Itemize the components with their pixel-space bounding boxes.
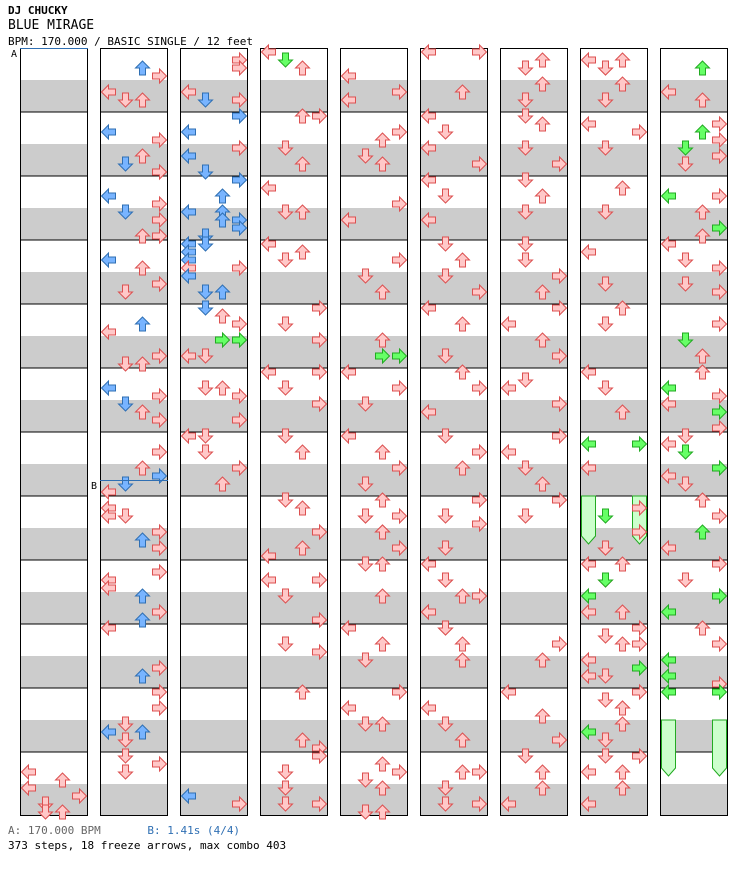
stripe-band: [20, 592, 88, 624]
stripe-band: [580, 144, 648, 176]
stripe-band: [100, 656, 168, 688]
stop-legend: B: 1.41s (4/4): [147, 824, 241, 837]
stripe-band: [180, 592, 248, 624]
stripe-band: [20, 336, 88, 368]
stripe-band: [180, 400, 248, 432]
stripe-band: [340, 336, 408, 368]
stripe-band: [420, 272, 488, 304]
marker-label: A: [11, 49, 18, 60]
stripe-band: [580, 80, 648, 112]
stripe-band: [500, 784, 568, 816]
stripe-band: [660, 784, 728, 816]
stripe-band: [340, 592, 408, 624]
stripe-band: [340, 80, 408, 112]
stripe-band: [580, 272, 648, 304]
stripe-band: [340, 784, 408, 816]
stripe-band: [340, 144, 408, 176]
stripe-band: [180, 720, 248, 752]
chart-info: BPM: 170.000 / BASIC SINGLE / 12 feet: [8, 35, 254, 48]
footer-legend: [8, 824, 240, 837]
stripe-band: [580, 400, 648, 432]
stripe-band: [420, 528, 488, 560]
stripe-band: [100, 80, 168, 112]
stripe-band: [100, 400, 168, 432]
stripe-band: [420, 464, 488, 496]
stripe-band: [20, 144, 88, 176]
stripe-band: [340, 656, 408, 688]
stripe-band: [420, 80, 488, 112]
stripe-band: [340, 720, 408, 752]
stripe-band: [260, 208, 328, 240]
stripe-band: [100, 272, 168, 304]
stripe-band: [20, 656, 88, 688]
stripe-band: [20, 80, 88, 112]
stripe-band: [340, 528, 408, 560]
stripe-band: [100, 336, 168, 368]
stripe-band: [580, 336, 648, 368]
stripe-band: [20, 272, 88, 304]
stripe-band: [660, 208, 728, 240]
stripe-band: [500, 464, 568, 496]
stripe-band: [500, 144, 568, 176]
stripe-band: [340, 272, 408, 304]
stripe-band: [500, 656, 568, 688]
stripe-band: [500, 208, 568, 240]
stripe-band: [660, 144, 728, 176]
stripe-band: [660, 272, 728, 304]
stripe-band: [340, 400, 408, 432]
stripe-band: [20, 400, 88, 432]
stripe-band: [500, 528, 568, 560]
stripe-band: [260, 144, 328, 176]
stripe-band: [500, 80, 568, 112]
stripe-band: [340, 208, 408, 240]
stripe-band: [420, 400, 488, 432]
stripe-band: [580, 720, 648, 752]
stripe-band: [500, 592, 568, 624]
stripe-band: [20, 464, 88, 496]
stripe-band: [20, 528, 88, 560]
stripe-band: [260, 784, 328, 816]
stripe-band: [660, 80, 728, 112]
bpm-legend: A: 170.000 BPM: [8, 824, 101, 837]
stripe-band: [580, 784, 648, 816]
stripe-band: [100, 720, 168, 752]
stripe-band: [260, 464, 328, 496]
artist-name: DJ CHUCKY: [8, 4, 68, 17]
stripe-band: [420, 784, 488, 816]
stripe-band: [260, 656, 328, 688]
stripe-band: [100, 592, 168, 624]
stripe-band: [180, 784, 248, 816]
stripe-band: [500, 720, 568, 752]
freeze-arrow: [662, 720, 676, 776]
stripe-band: [500, 336, 568, 368]
stripe-band: [420, 720, 488, 752]
stripe-band: [420, 656, 488, 688]
step-summary: 373 steps, 18 freeze arrows, max combo 403: [8, 839, 287, 852]
song-title: BLUE MIRAGE: [8, 18, 95, 33]
stripe-band: [100, 784, 168, 816]
stripe-band: [20, 720, 88, 752]
stripe-band: [260, 80, 328, 112]
stripe-band: [180, 656, 248, 688]
freeze-arrow: [582, 496, 596, 544]
stripe-band: [660, 528, 728, 560]
stripe-band: [180, 528, 248, 560]
stripe-band: [660, 336, 728, 368]
freeze-arrow: [713, 720, 727, 776]
stripe-band: [580, 208, 648, 240]
stripe-band: [420, 208, 488, 240]
marker-label: B: [91, 481, 98, 492]
stripe-band: [260, 272, 328, 304]
stripe-band: [420, 336, 488, 368]
stripe-band: [20, 208, 88, 240]
stripe-band: [180, 80, 248, 112]
